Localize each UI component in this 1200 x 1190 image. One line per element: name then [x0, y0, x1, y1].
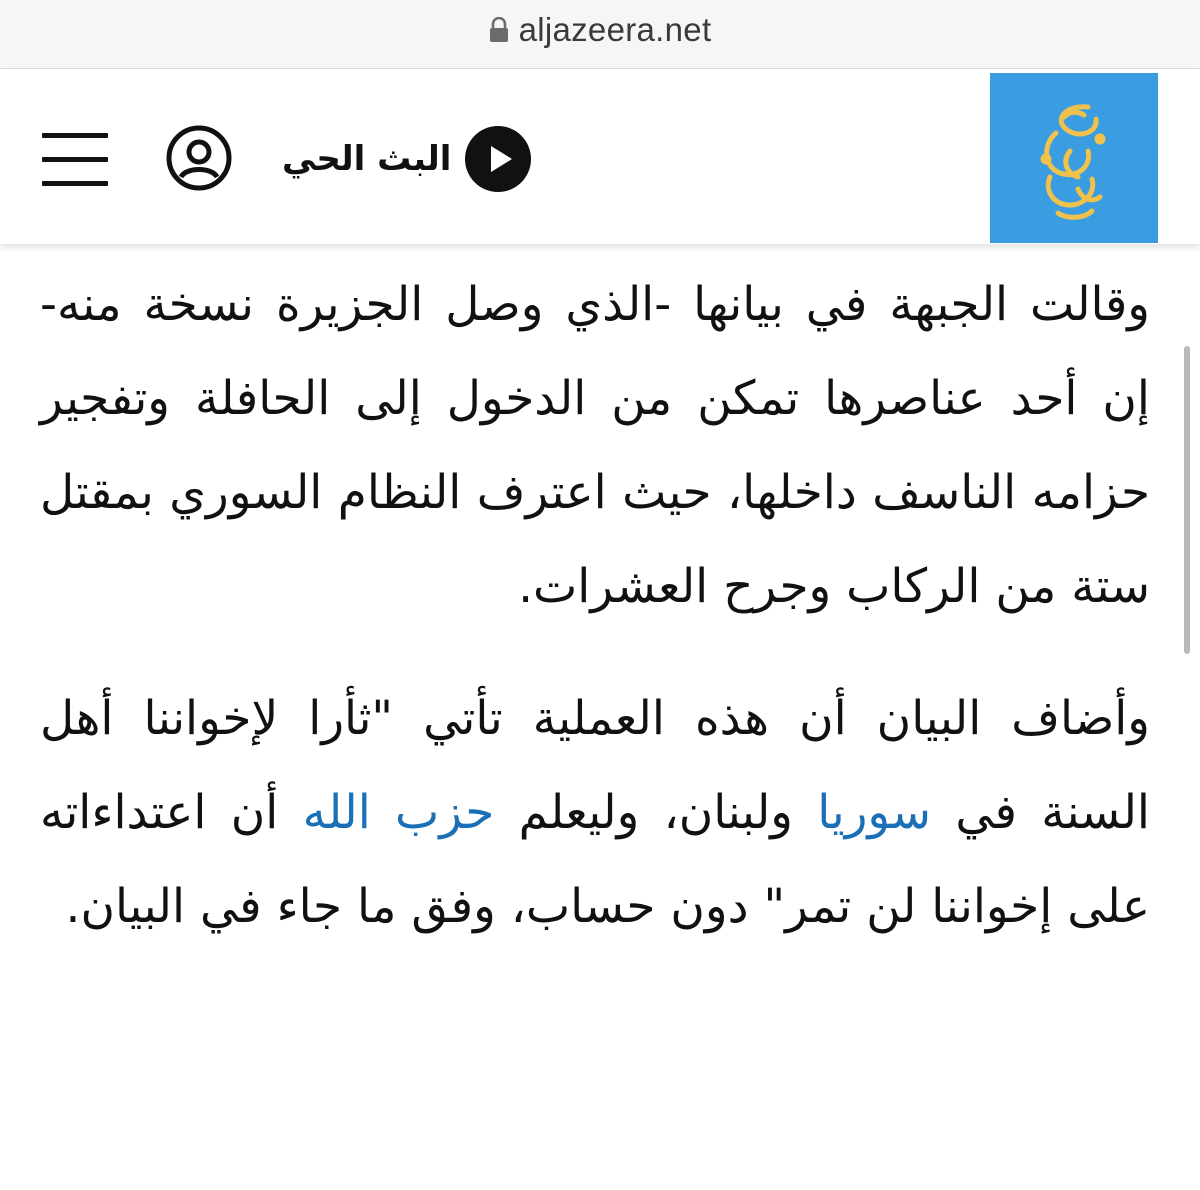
paragraph-text: وأضاف البيان أن هذه العملية تأتي "ثأرا لإخواننا أهل السنة في — [40, 691, 1150, 840]
lock-icon — [489, 17, 509, 43]
paragraph-text: أن اعتداءاته على إخواننا لن تمر" دون حساب، وفق ما جاء في البيان. — [40, 785, 1150, 934]
article-body — [40, 258, 1150, 954]
account-button[interactable] — [166, 125, 232, 191]
menu-button[interactable] — [42, 133, 108, 187]
paragraph-text: ولبنان، وليعلم — [494, 785, 818, 840]
aljazeera-logo[interactable] — [990, 73, 1158, 243]
link-hezbollah[interactable]: حزب الله — [302, 785, 495, 840]
play-icon — [465, 126, 531, 192]
scrollbar[interactable] — [1184, 346, 1190, 654]
live-stream-label: البث الحي — [282, 139, 452, 179]
address-bar[interactable] — [0, 0, 1200, 69]
site-header — [0, 69, 1200, 244]
article-paragraph-1: وقالت الجبهة في بيانها -الذي وصل الجزيرة نسخة منه- إن أحد عناصرها تمكن من الدخول إلى الحافلة وتفجير حزامه الناسف داخلها، حيث اعترف النظام السوري بمقتل ستة من الركاب وجرح العشرات. — [40, 277, 1150, 614]
link-syria[interactable]: سوريا — [817, 785, 932, 840]
user-icon — [166, 125, 232, 191]
url-text: aljazeera.net — [518, 11, 712, 48]
address-bar-content — [489, 11, 712, 49]
article-paragraph-2 — [40, 672, 1150, 954]
live-stream-button[interactable] — [282, 123, 531, 195]
aljazeera-logo-icon — [1026, 93, 1122, 223]
